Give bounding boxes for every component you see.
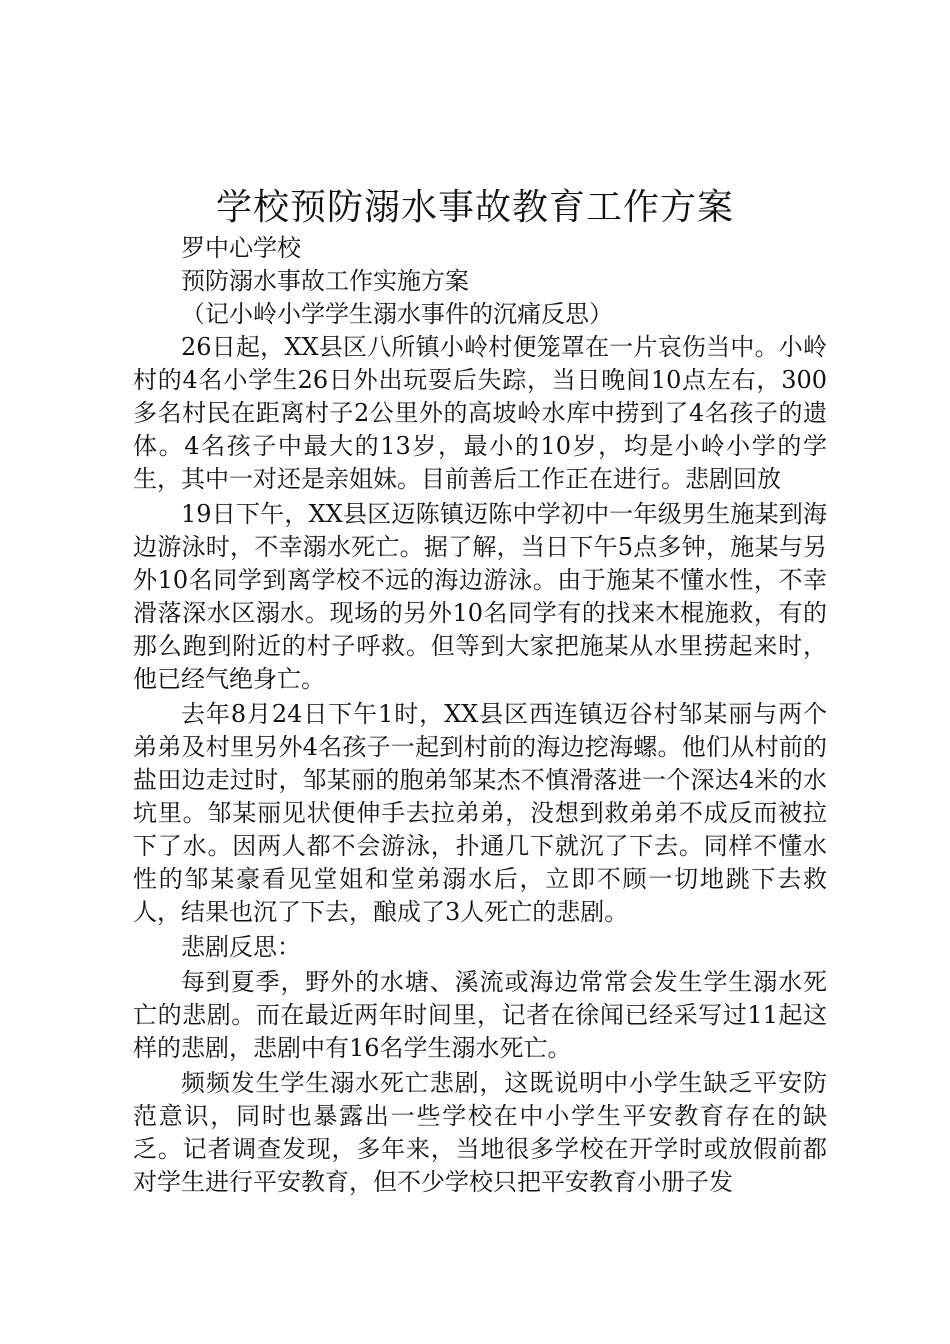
plan-subtitle: 预防溺水事故工作实施方案: [181, 267, 469, 295]
document-body: [133, 232, 827, 1199]
paragraph-xilian-incident: 去年8月24日下午1时，XX县区西连镇迈谷村邹某丽与两个弟弟及村里另外4名孩子一起到村前的海边挖海螺。他们从村前的盐田边走过时，邹某丽的胞弟邹某杰不慎滑落进一个深达4米的水坑里。邹某丽见状便伸手去拉弟弟，没想到救弟弟不成反而被拉下了水。因两人都不会游泳，扑通几下就沉了下去。同样不懂水性的邹某豪看见堂姐和堂弟溺水后，立即不顾一切地跳下去救人，结果也沉了下去，酿成了3人死亡的悲剧。: [133, 700, 827, 926]
paragraph-safety-education: 频频发生学生溺水死亡悲剧，这既说明中小学生缺乏平安防范意识，同时也暴露出一些学校在中小学生平安教育存在的缺乏。记者调查发现，多年来，当地很多学校在开学时或放假前都对学生进行平安教育，但不少学校只把平安教育小册子发: [133, 1069, 827, 1196]
paragraph-xiaoling-incident: 26日起，XX县区八所镇小岭村便笼罩在一片哀伤当中。小岭村的4名小学生26日外出玩耍后失踪，当日晚间10点左右，300多名村民在距离村子2公里外的高坡岭水库中捞到了4名孩子的遗体。4名孩子中最大的13岁，最小的10岁，均是小岭小学的学生，其中一对还是亲姐妹。目前善后工作正在进行。悲剧回放: [133, 333, 827, 493]
school-name: 罗中心学校: [181, 234, 301, 262]
paragraph-summer-drowning: 每到夏季，野外的水塘、溪流或海边常常会发生学生溺水死亡的悲剧。而在最近两年时间里，记者在徐闻已经采写过11起这样的悲剧，悲剧中有16名学生溺水死亡。: [133, 968, 827, 1062]
reflection-subtitle: （记小岭小学学生溺水事件的沉痛反思）: [181, 300, 613, 328]
document-title: 学校预防溺水事故教育工作方案: [215, 187, 734, 228]
section-heading-reflection: 悲剧反思：: [181, 933, 301, 961]
paragraph-maichen-incident: 19日下午，XX县区迈陈镇迈陈中学初中一年级男生施某到海边游泳时，不幸溺水死亡。据了解，当日下午5点多钟，施某与另外10名同学到离学校不远的海边游泳。由于施某不懂水性，不幸滑落深水区溺水。现场的另外10名同学有的找来木棍施救，有的那么跑到附近的村子呼救。但等到大家把施某从水里捞起来时，他已经气绝身亡。: [133, 500, 827, 693]
